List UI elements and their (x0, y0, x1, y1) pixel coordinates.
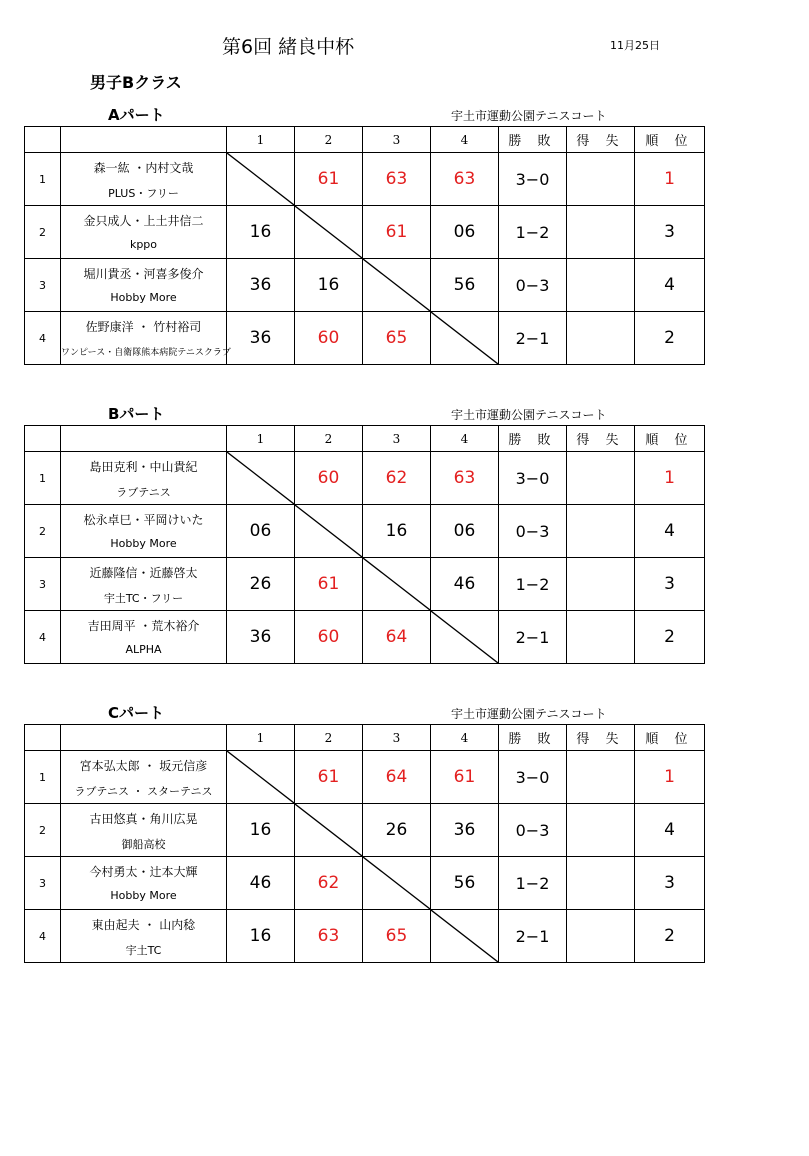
player-names: 近藤隆信・近藤啓太 (89, 566, 198, 580)
pair-cell (61, 611, 227, 664)
table-row (25, 312, 705, 365)
league-table (24, 724, 705, 963)
points-cell (567, 751, 635, 804)
match-score: 61 (431, 751, 499, 804)
rank-value: 1 (635, 153, 705, 206)
header-opponent-number: 1 (227, 725, 295, 751)
self-match-cell (363, 857, 431, 910)
self-match-cell (295, 206, 363, 259)
header-opponent-number: 3 (363, 127, 431, 153)
header-blank (25, 127, 61, 153)
rank-value: 1 (635, 452, 705, 505)
match-score: 16 (295, 259, 363, 312)
win-loss-record: 3−0 (499, 751, 567, 804)
player-names: 松永卓巳・平岡けいた (83, 513, 204, 527)
match-score: 46 (431, 558, 499, 611)
match-score: 36 (431, 804, 499, 857)
table-row (25, 206, 705, 259)
win-loss-record: 3−0 (499, 452, 567, 505)
pair-cell (61, 312, 231, 365)
header-wins-losses: 勝 敗 (499, 426, 567, 452)
win-loss-record: 1−2 (499, 206, 567, 259)
rank-value: 2 (635, 910, 705, 963)
diagonal-line (431, 312, 498, 364)
table-row (25, 153, 705, 206)
row-number: 3 (25, 857, 61, 910)
match-score: 60 (295, 452, 363, 505)
self-match-cell (227, 751, 295, 804)
player-names: 吉田周平 ・荒木裕介 (87, 619, 200, 633)
row-number: 4 (25, 312, 61, 365)
rank-value: 4 (635, 259, 705, 312)
points-cell (567, 558, 635, 611)
match-score: 61 (363, 206, 431, 259)
win-loss-record: 2−1 (499, 910, 567, 963)
table-row (25, 505, 705, 558)
win-loss-record: 1−2 (499, 857, 567, 910)
diagonal-line (363, 558, 430, 610)
self-match-cell (227, 452, 295, 505)
club-name: ラブテニス (116, 486, 171, 499)
points-cell (567, 206, 635, 259)
club-name: 宇土TC (125, 944, 162, 957)
club-name: Hobby More (110, 291, 177, 304)
table-row (25, 910, 705, 963)
rank-value: 2 (635, 312, 705, 365)
diagonal-line (295, 505, 362, 557)
match-score: 65 (363, 312, 431, 365)
part-block (24, 403, 706, 665)
match-score: 26 (227, 558, 295, 611)
table-row (25, 259, 705, 312)
header-opponent-number: 1 (227, 426, 295, 452)
pair-cell (61, 857, 227, 910)
match-score: 63 (431, 452, 499, 505)
match-score: 06 (227, 505, 295, 558)
rank-value: 3 (635, 857, 705, 910)
club-name: 御船高校 (121, 838, 166, 851)
match-score: 62 (295, 857, 363, 910)
diagonal-line (227, 153, 294, 205)
match-score: 36 (227, 611, 295, 664)
match-score: 60 (295, 611, 363, 664)
pair-cell (61, 804, 227, 857)
header-blank (61, 725, 227, 751)
row-number: 2 (25, 505, 61, 558)
player-names: 佐野康洋 ・ 竹村裕司 (85, 320, 202, 334)
match-score: 36 (227, 312, 295, 365)
venue-name: 宇土市運動公園テニスコート (451, 109, 607, 123)
table-row (25, 558, 705, 611)
self-match-cell (227, 153, 295, 206)
header-row (25, 426, 705, 452)
match-score: 16 (227, 804, 295, 857)
diagonal-line (363, 857, 430, 909)
header-row (25, 725, 705, 751)
pair-cell (61, 505, 227, 558)
match-score: 26 (363, 804, 431, 857)
rank-value: 2 (635, 611, 705, 664)
diagonal-line (431, 910, 498, 962)
header-row (25, 127, 705, 153)
self-match-cell (431, 910, 499, 963)
header-points: 得 失 (567, 127, 635, 153)
rank-value: 3 (635, 206, 705, 259)
part-block (24, 702, 706, 964)
header-rank: 順 位 (635, 426, 705, 452)
table-row (25, 611, 705, 664)
header-opponent-number: 4 (431, 725, 499, 751)
win-loss-record: 0−3 (499, 505, 567, 558)
club-name: ラブテニス ・ スターテニス (74, 785, 213, 798)
match-score: 61 (295, 153, 363, 206)
club-name: ワンピース・自衛隊熊本病院テニスクラブ (61, 348, 231, 358)
club-name: PLUS・フリー (108, 187, 179, 200)
match-score: 16 (227, 206, 295, 259)
match-score: 56 (431, 857, 499, 910)
pair-cell (61, 751, 227, 804)
header-opponent-number: 2 (295, 127, 363, 153)
player-names: 宮本弘太郎 ・ 坂元信彦 (79, 759, 208, 773)
venue-name: 宇土市運動公園テニスコート (451, 408, 607, 422)
row-number: 3 (25, 558, 61, 611)
header-opponent-number: 3 (363, 426, 431, 452)
part-label: Cパート (108, 704, 165, 722)
row-number: 4 (25, 910, 61, 963)
self-match-cell (431, 611, 499, 664)
row-number: 3 (25, 259, 61, 312)
pair-cell (61, 910, 227, 963)
row-number: 2 (25, 206, 61, 259)
points-cell (567, 611, 635, 664)
win-loss-record: 2−1 (499, 611, 567, 664)
header-wins-losses: 勝 敗 (499, 127, 567, 153)
player-names: 森一紘 ・内村文哉 (93, 161, 194, 175)
league-table (24, 126, 705, 365)
part-block (24, 104, 706, 366)
rank-value: 3 (635, 558, 705, 611)
rank-value: 4 (635, 804, 705, 857)
match-score: 16 (363, 505, 431, 558)
player-names: 堀川貴丞・河喜多俊介 (83, 267, 204, 281)
header-blank (61, 127, 227, 153)
player-names: 古田悠真・角川広晃 (89, 812, 198, 826)
header-points: 得 失 (567, 426, 635, 452)
win-loss-record: 1−2 (499, 558, 567, 611)
header-opponent-number: 1 (227, 127, 295, 153)
match-score: 63 (295, 910, 363, 963)
pair-cell (61, 259, 227, 312)
header-blank (25, 426, 61, 452)
match-score: 62 (363, 452, 431, 505)
self-match-cell (363, 558, 431, 611)
row-number: 1 (25, 452, 61, 505)
win-loss-record: 0−3 (499, 804, 567, 857)
part-label: Aパート (108, 106, 165, 124)
header-opponent-number: 3 (363, 725, 431, 751)
pair-cell (61, 206, 227, 259)
table-row (25, 751, 705, 804)
match-score: 16 (227, 910, 295, 963)
row-number: 1 (25, 153, 61, 206)
match-score: 46 (227, 857, 295, 910)
club-name: Hobby More (110, 889, 177, 902)
header-rank: 順 位 (635, 725, 705, 751)
match-score: 60 (295, 312, 363, 365)
diagonal-line (363, 259, 430, 311)
points-cell (567, 505, 635, 558)
club-name: Hobby More (110, 537, 177, 550)
row-number: 2 (25, 804, 61, 857)
table-row (25, 857, 705, 910)
match-score: 64 (363, 611, 431, 664)
points-cell (567, 312, 635, 365)
win-loss-record: 3−0 (499, 153, 567, 206)
header-blank (25, 725, 61, 751)
tournament-date: 11月25日 (610, 39, 660, 52)
player-names: 島田克利・中山貴紀 (89, 460, 198, 474)
tournament-title: 第6回 緒良中杯 (222, 36, 355, 58)
self-match-cell (295, 804, 363, 857)
diagonal-line (431, 611, 498, 663)
club-name: 宇土TC・フリー (103, 592, 184, 605)
match-score: 06 (431, 505, 499, 558)
win-loss-record: 0−3 (499, 259, 567, 312)
player-names: 今村勇太・辻本大輝 (89, 865, 198, 879)
pair-cell (61, 153, 227, 206)
league-table (24, 425, 705, 664)
player-names: 金只成人・上土井信二 (83, 214, 204, 228)
header-blank (61, 426, 227, 452)
diagonal-line (295, 206, 362, 258)
points-cell (567, 452, 635, 505)
diagonal-line (227, 452, 294, 504)
club-name: ALPHA (125, 643, 162, 656)
points-cell (567, 153, 635, 206)
table-row (25, 804, 705, 857)
part-label: Bパート (108, 405, 165, 423)
header-rank: 順 位 (635, 127, 705, 153)
points-cell (567, 804, 635, 857)
club-name: kppo (129, 238, 158, 251)
match-score: 65 (363, 910, 431, 963)
row-number: 4 (25, 611, 61, 664)
row-number: 1 (25, 751, 61, 804)
header-opponent-number: 2 (295, 426, 363, 452)
match-score: 61 (295, 558, 363, 611)
match-score: 06 (431, 206, 499, 259)
points-cell (567, 910, 635, 963)
diagonal-line (295, 804, 362, 856)
header-wins-losses: 勝 敗 (499, 725, 567, 751)
match-score: 63 (431, 153, 499, 206)
self-match-cell (295, 505, 363, 558)
rank-value: 1 (635, 751, 705, 804)
class-name: 男子Bクラス (90, 73, 182, 92)
header-opponent-number: 2 (295, 725, 363, 751)
win-loss-record: 2−1 (499, 312, 567, 365)
points-cell (567, 259, 635, 312)
venue-name: 宇土市運動公園テニスコート (451, 707, 607, 721)
match-score: 64 (363, 751, 431, 804)
match-score: 61 (295, 751, 363, 804)
table-row (25, 452, 705, 505)
header-points: 得 失 (567, 725, 635, 751)
self-match-cell (363, 259, 431, 312)
diagonal-line (227, 751, 294, 803)
player-names: 東由起夫 ・ 山内稔 (91, 918, 196, 932)
pair-cell (61, 452, 227, 505)
match-score: 56 (431, 259, 499, 312)
match-score: 63 (363, 153, 431, 206)
match-score: 36 (227, 259, 295, 312)
header-opponent-number: 4 (431, 127, 499, 153)
pair-cell (61, 558, 227, 611)
header-opponent-number: 4 (431, 426, 499, 452)
rank-value: 4 (635, 505, 705, 558)
self-match-cell (431, 312, 499, 365)
points-cell (567, 857, 635, 910)
